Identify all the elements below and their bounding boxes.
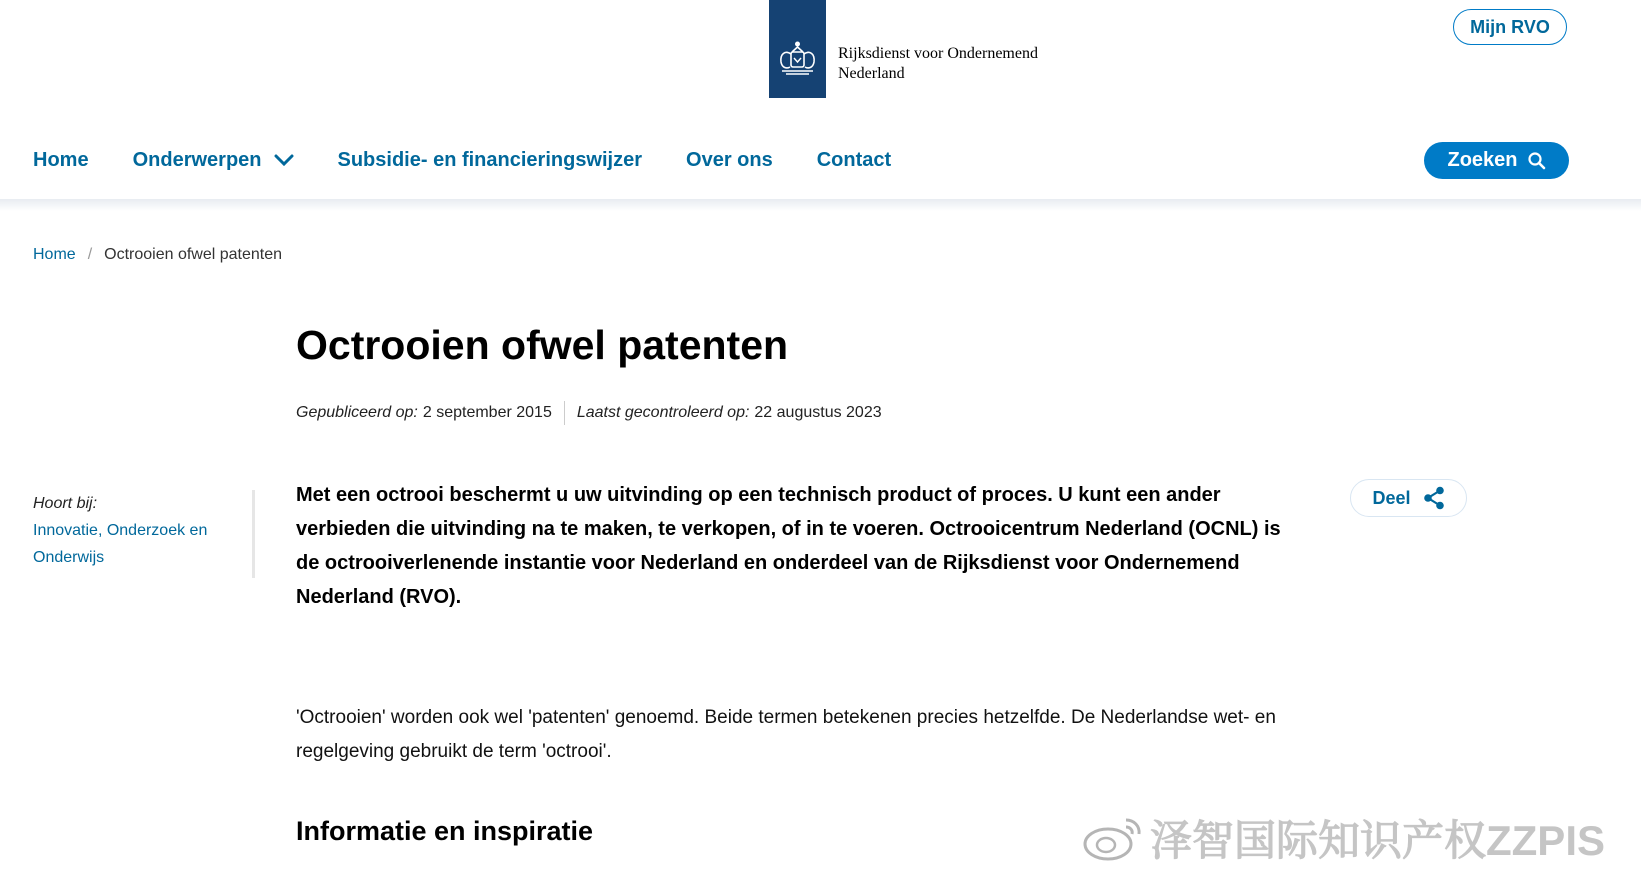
section-heading: Informatie en inspiratie (296, 816, 594, 846)
belongs-to-label: Hoort bij: (33, 495, 98, 512)
nav-item-label: Home (33, 148, 89, 171)
nav-item-onderwerpen[interactable] (133, 149, 294, 172)
checked-date: 22 augustus 2023 (754, 404, 882, 421)
body-paragraph: 'Octrooien' worden ook wel 'patenten' genoemd. Beide termen betekenen precies hetzelfde. De Nederlandse wet- en regelgeving gebruikt de term 'octrooi'. (296, 707, 1276, 762)
search-button[interactable] (1424, 142, 1569, 179)
meta-divider (564, 401, 565, 425)
publication-meta (296, 401, 882, 425)
weibo-logo-icon (1082, 814, 1144, 862)
site-header (0, 0, 1641, 199)
breadcrumb-home-link[interactable]: Home (33, 246, 76, 263)
page-title: Octrooien ofwel patenten (296, 322, 789, 368)
search-button-label: Zoeken (1447, 149, 1518, 171)
nav-item-over-ons[interactable] (686, 149, 773, 172)
intro-text: Met een octrooi beschermt u uw uitvinding op een technisch product of proces. U kunt een ander verbieden die uitvinding na te maken, te verkopen, of in te voeren. Octrooicentrum Nederland (OCNL) is de octrooiverlenende instantie voor Nederland en onderdeel van de Rijksdienst voor Ondernemend Nederland (RVO). (296, 484, 1281, 608)
published-date: 2 september 2015 (422, 404, 552, 421)
nav-item-label: Contact (816, 148, 892, 171)
nav-item-home[interactable] (33, 149, 89, 172)
header-shadow (0, 199, 1641, 211)
chevron-down-icon (274, 149, 294, 172)
coat-of-arms-icon (776, 38, 819, 78)
logo-line-1: Rijksdienst voor Ondernemend (838, 45, 1038, 62)
logo-line-2: Nederland (838, 65, 905, 82)
search-icon (1528, 152, 1546, 170)
share-button[interactable] (1350, 479, 1467, 517)
logo-bar[interactable] (769, 0, 826, 98)
watermark-text: 泽智国际知识产权ZZPIS (1150, 817, 1606, 864)
logo-text[interactable] (838, 44, 1038, 84)
nav-item-label: Over ons (686, 148, 773, 171)
belongs-to-sidebar (33, 490, 255, 578)
share-icon (1423, 486, 1445, 510)
main-nav (33, 145, 935, 175)
topic-link[interactable]: Innovatie, Onderzoek en Onderwijs (33, 522, 208, 566)
share-button-label: Deel (1372, 487, 1411, 508)
nav-item-contact[interactable] (817, 149, 891, 172)
breadcrumb (33, 246, 282, 264)
breadcrumb-current: Octrooien ofwel patenten (104, 246, 283, 263)
nav-item-label: Subsidie- en financieringswijzer (337, 148, 643, 171)
nav-item-subsidie[interactable] (338, 149, 643, 172)
nav-item-label: Onderwerpen (132, 148, 262, 171)
breadcrumb-separator: / (87, 246, 93, 263)
checked-label: Laatst gecontroleerd op: (576, 404, 750, 421)
mijn-rvo-button[interactable]: Mijn RVO (1453, 9, 1567, 45)
watermark (1082, 808, 1605, 868)
published-label: Gepubliceerd op: (296, 404, 418, 421)
